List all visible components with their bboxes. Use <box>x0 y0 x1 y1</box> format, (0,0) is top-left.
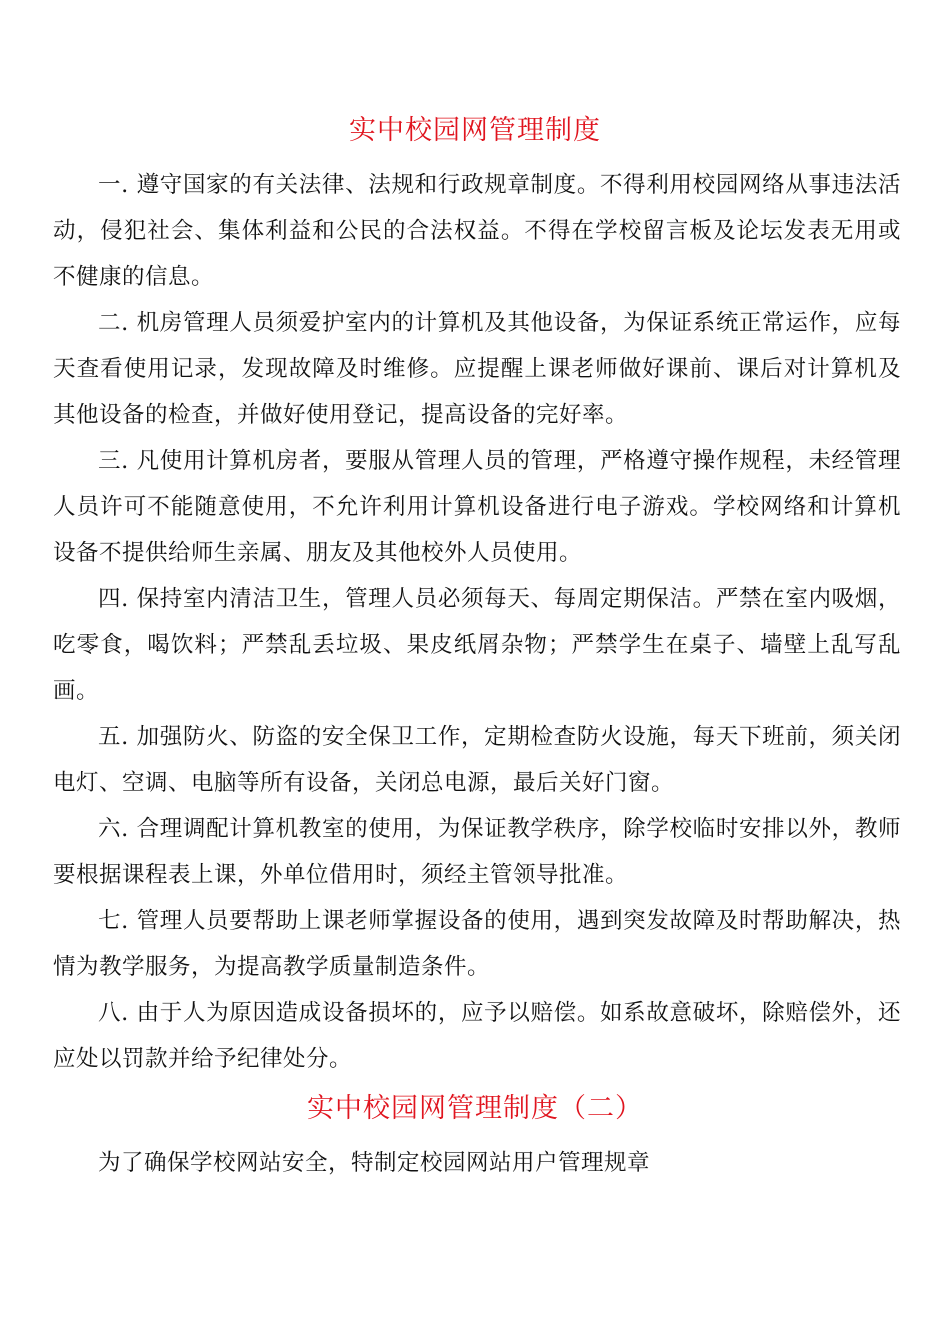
rule-paragraph-7: 七. 管理人员要帮助上课老师掌握设备的使用，遇到突发故障及时帮助解决，热情为教学服务，为提高教学质量制造条件。 <box>53 908 901 980</box>
rule-paragraph-3: 三. 凡使用计算机房者，要服从管理人员的管理，严格遵守操作规程，未经管理人员许可不能随意使用，不允许利用计算机设备进行电子游戏。学校网络和计算机设备不提供给师生亲属、朋友及其他校外人员使用。 <box>53 448 901 566</box>
rule-paragraph-2: 二. 机房管理人员须爱护室内的计算机及其他设备，为保证系统正常运作，应每天查看使用记录，发现故障及时维修。应提醒上课老师做好课前、课后对计算机及其他设备的检查，并做好使用登记，提高设备的完好率。 <box>53 310 901 428</box>
rule-paragraph-5: 五. 加强防火、防盗的安全保卫工作，定期检查防火设施，每天下班前，须关闭电灯、空调、电脑等所有设备，关闭总电源，最后关好门窗。 <box>53 724 901 796</box>
second-section-intro: 为了确保学校网站安全，特制定校园网站用户管理规章 <box>98 1150 651 1176</box>
rule-paragraph-8: 八. 由于人为原因造成设备损坏的，应予以赔偿。如系故意破坏，除赔偿外，还应处以罚款并给予纪律处分。 <box>53 1000 901 1072</box>
rule-paragraph-1: 一. 遵守国家的有关法律、法规和行政规章制度。不得利用校园网络从事违法活动，侵犯社会、集体利益和公民的合法权益。不得在学校留言板及论坛发表无用或不健康的信息。 <box>53 172 901 290</box>
document-title: 实中校园网管理制度 <box>349 115 601 146</box>
rule-paragraph-4: 四. 保持室内清洁卫生，管理人员必须每天、每周定期保洁。严禁在室内吸烟，吃零食，喝饮料；严禁乱丢垃圾、果皮纸屑杂物；严禁学生在桌子、墙壁上乱写乱画。 <box>53 586 901 704</box>
rule-paragraph-6: 六. 合理调配计算机教室的使用，为保证教学秩序，除学校临时安排以外，教师要根据课程表上课，外单位借用时，须经主管领导批准。 <box>53 816 901 888</box>
second-section-title: 实中校园网管理制度（二） <box>307 1093 643 1124</box>
